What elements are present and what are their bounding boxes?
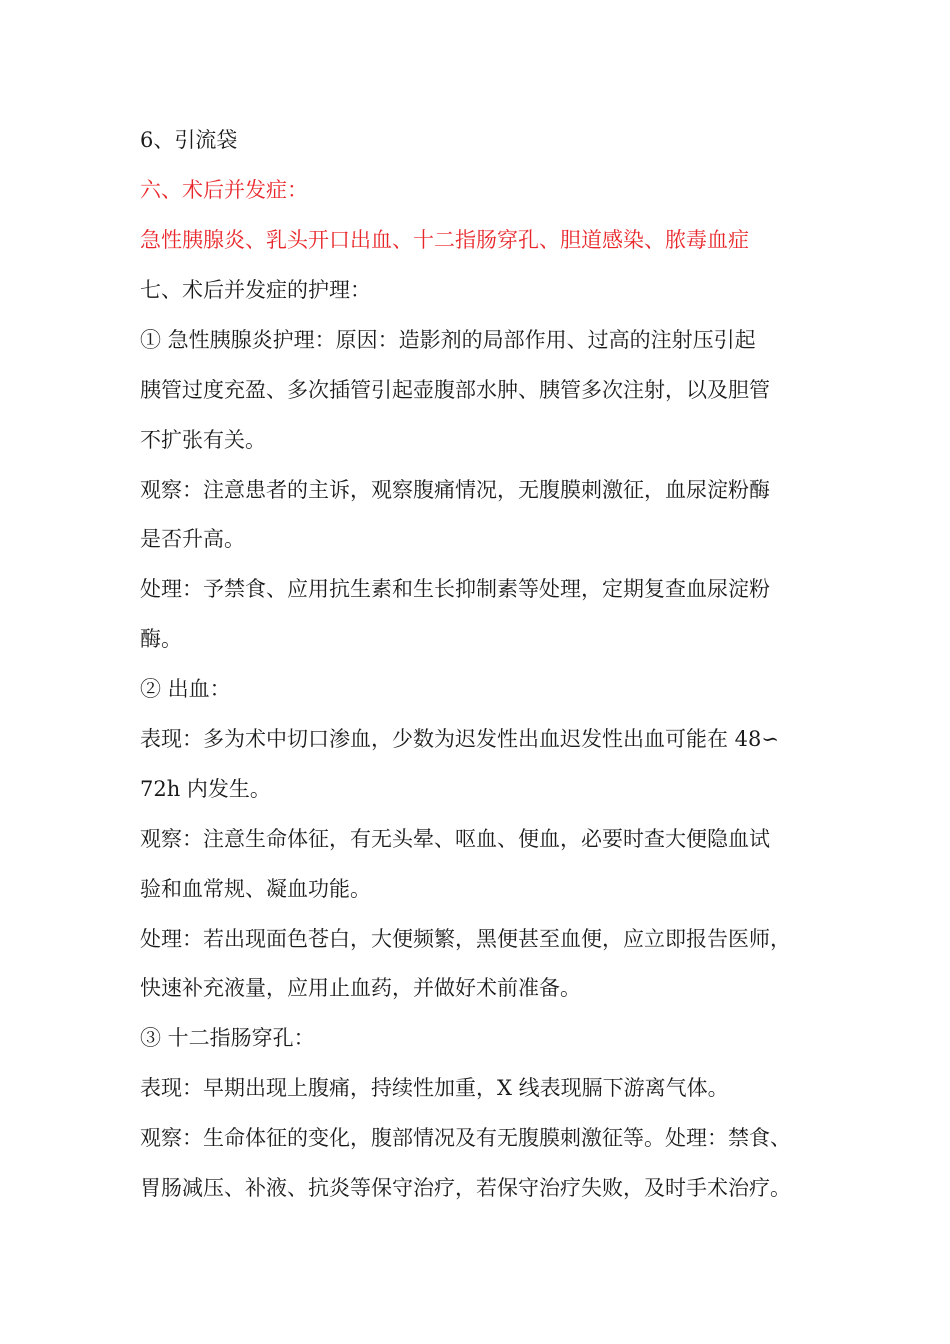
pancreatitis-treat-line-2: 酶。 (140, 627, 182, 651)
pancreatitis-treat-line-1: 处理：予禁食、应用抗生素和生长抑制素等处理，定期复查血尿淀粉 (140, 577, 770, 601)
pancreatitis-observe-line-1: 观察：注意患者的主诉，观察腹痛情况，无腹膜刺激征，血尿淀粉酶 (140, 478, 770, 502)
perforation-observe-line-1: 观察：生命体征的变化，腹部情况及有无腹膜刺激征等。处理：禁食、 (140, 1126, 791, 1150)
complications-heading: 六、术后并发症： (140, 178, 308, 202)
bleeding-heading: ② 出血： (140, 677, 231, 701)
perforation-signs: 表现：早期出现上腹痛，持续性加重，X 线表现膈下游离气体。 (140, 1076, 729, 1100)
pancreatitis-observe-line-2: 是否升高。 (140, 527, 245, 551)
bleeding-signs-line-1: 表现：多为术中切口渗血，少数为迟发性出血迟发性出血可能在 48∽ (140, 727, 779, 751)
perforation-heading: ③ 十二指肠穿孔： (140, 1026, 315, 1050)
pancreatitis-cause-line-3: 不扩张有关。 (140, 428, 266, 452)
complication-care-heading: 七、术后并发症的护理： (140, 278, 371, 302)
pancreatitis-cause-line-2: 胰管过度充盈、多次插管引起壶腹部水肿、胰管多次注射，以及胆管 (140, 378, 770, 402)
bleeding-observe-line-2: 验和血常规、凝血功能。 (140, 877, 371, 901)
bleeding-signs-line-2: 72h 内发生。 (140, 777, 271, 801)
drainage-bag-item: 6、引流袋 (140, 128, 238, 152)
complications-list: 急性胰腺炎、乳头开口出血、十二指肠穿孔、胆道感染、脓毒血症 (140, 228, 749, 252)
bleeding-treat-line-2: 快速补充液量，应用止血药，并做好术前准备。 (140, 976, 581, 1000)
bleeding-treat-line-1: 处理：若出现面色苍白，大便频繁，黑便甚至血便，应立即报告医师， (140, 927, 791, 951)
bleeding-observe-line-1: 观察：注意生命体征，有无头晕、呕血、便血，必要时查大便隐血试 (140, 827, 770, 851)
pancreatitis-cause-line-1: ① 急性胰腺炎护理：原因：造影剂的局部作用、过高的注射压引起 (140, 328, 756, 352)
perforation-observe-line-2: 胃肠减压、补液、抗炎等保守治疗，若保守治疗失败，及时手术治疗。 (140, 1176, 791, 1200)
